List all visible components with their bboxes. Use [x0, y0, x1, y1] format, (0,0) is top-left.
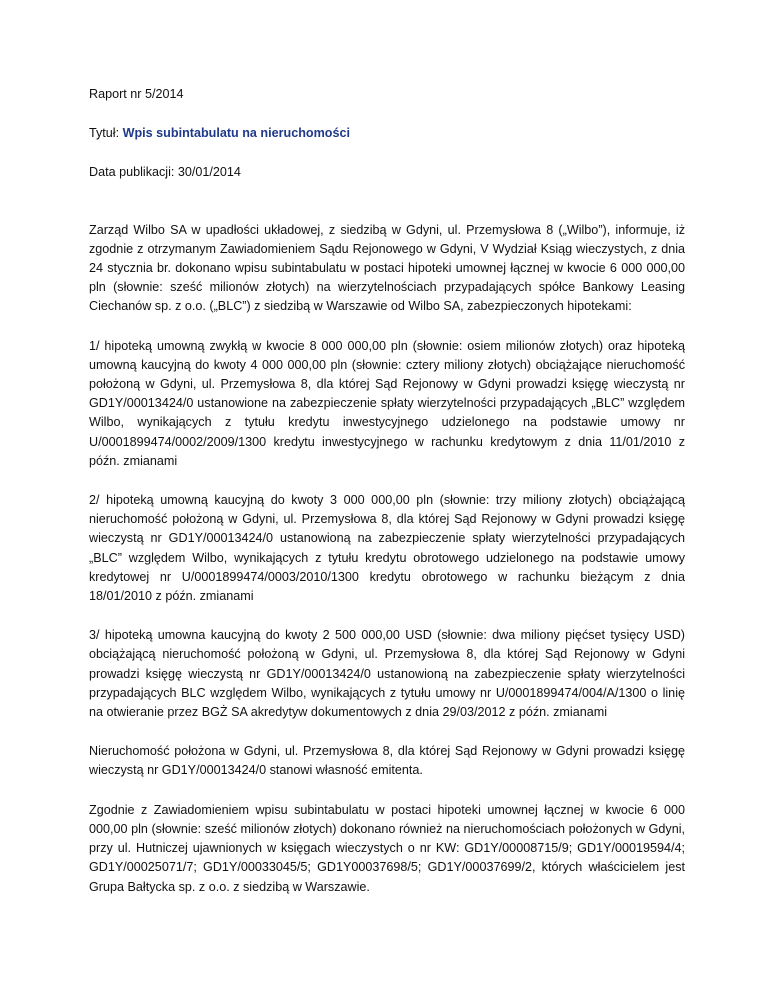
title-label: Tytuł:: [89, 126, 123, 141]
paragraph-mortgage-2: 2/ hipoteką umowną kaucyjną do kwoty 3 000 000,00 pln (słownie: trzy miliony złotych) obciążającą nieruchomość położoną w Gdyni, ul. Przemysłowa 8, dla której Sąd Rejonowy w Gdyni prowadzi księgę wieczystą nr GD1Y/00013424/0 ustanowioną na zabezpieczenie spłaty wierzytelności przypadających „BLC” względem Wilbo, wynikających z tytułu kredytu obrotowego udzielonego na podstawie umowy kredytowej nr U/0001899474/0003/2010/1300 kredytu obrotowego w rachunku bieżącym z dnia 18/01/2010 z późn. zmianami: [89, 493, 685, 604]
paragraph-property: Nieruchomość położona w Gdyni, ul. Przemysłowa 8, dla której Sąd Rejonowy w Gdyni prowadzi księgę wieczystą nr GD1Y/00013424/0 stanowi własność emitenta.: [89, 744, 685, 778]
paragraph-mortgage-1: 1/ hipoteką umowną zwykłą w kwocie 8 000 000,00 pln (słownie: osiem milionów złotych) oraz hipoteką umowną kaucyjną do kwoty 4 000 000,00 pln (słownie: cztery miliony złotych) obciążające nieruchomość położoną w Gdyni, ul. Przemysłowa 8, dla której Sąd Rejonowy w Gdyni prowadzi księgę wieczystą nr GD1Y/00013424/0 ustanowione na zabezpieczenie spłaty wierzytelności przypadających „BLC” względem Wilbo, wynikających z tytułu kredytu inwestycyjnego udzielonego na podstawie umowy nr U/0001899474/0002/2009/1300 kredytu inwestycyjnego w rachunku kredytowym z dnia 11/01/2010 z późn. zmianami: [89, 338, 685, 468]
section-spacer: [89, 203, 685, 221]
paragraph-intro: Zarząd Wilbo SA w upadłości układowej, z siedzibą w Gdyni, ul. Przemysłowa 8 („Wilbo”), informuje, iż zgodnie z otrzymanym Zawiadomieniem Sądu Rejonowego w Gdyni, V Wydział Ksiąg wieczystych, z dnia 24 stycznia br. dokonano wpisu subintabulatu w postaci hipoteki umownej łącznej w kwocie 6 000 000,00 pln (słownie: sześć milionów złotych) na wierzytelnościach przypadających spółce Bankowy Leasing Ciechanów sp. z o.o. („BLC”) z siedzibą w Warszawie od Wilbo SA, zabezpieczonych hipotekami:: [89, 222, 685, 314]
paragraph-mortgage-3: 3/ hipoteką umowna kaucyjną do kwoty 2 500 000,00 USD (słownie: dwa miliony pięćset tysięcy USD) obciążającą nieruchomość położoną w Gdyni, ul. Przemysłowa 8, dla której Sąd Rejonowy w Gdyni prowadzi księgę wieczystą nr GD1Y/00013424/0 ustanowioną na zabezpieczenie spłaty wierzytelności przypadających BLC względem Wilbo, wynikających z tytułu umowy nr U/0001899474/004/A/1300 o linię na otwieranie przez BGŻ SA akredytyw dokumentowych z dnia 29/03/2012 z późn. zmianami: [89, 628, 685, 720]
report-title: [89, 124, 685, 143]
publication-date: Data publikacji: 30/01/2014: [89, 165, 241, 180]
paragraph-additional-properties: Zgodnie z Zawiadomieniem wpisu subintabulatu w postaci hipoteki umownej łącznej w kwocie 6 000 000,00 pln (słownie: sześć milionów złotych) dokonano również na nieruchomościach położonych w Gdyni, przy ul. Hutniczej ujawnionych w księgach wieczystych o nr KW: GD1Y/00008715/9; GD1Y/00019594/4; GD1Y/00025071/7; GD1Y/00033045/5; GD1Y00037698/5; GD1Y/00037699/2, których właścicielem jest Grupa Bałtycka sp. z o.o. z siedzibą w Warszawie.: [89, 802, 685, 894]
report-number: Raport nr 5/2014: [89, 87, 184, 101]
title-value: Wpis subintabulatu na nieruchomości: [122, 126, 351, 141]
